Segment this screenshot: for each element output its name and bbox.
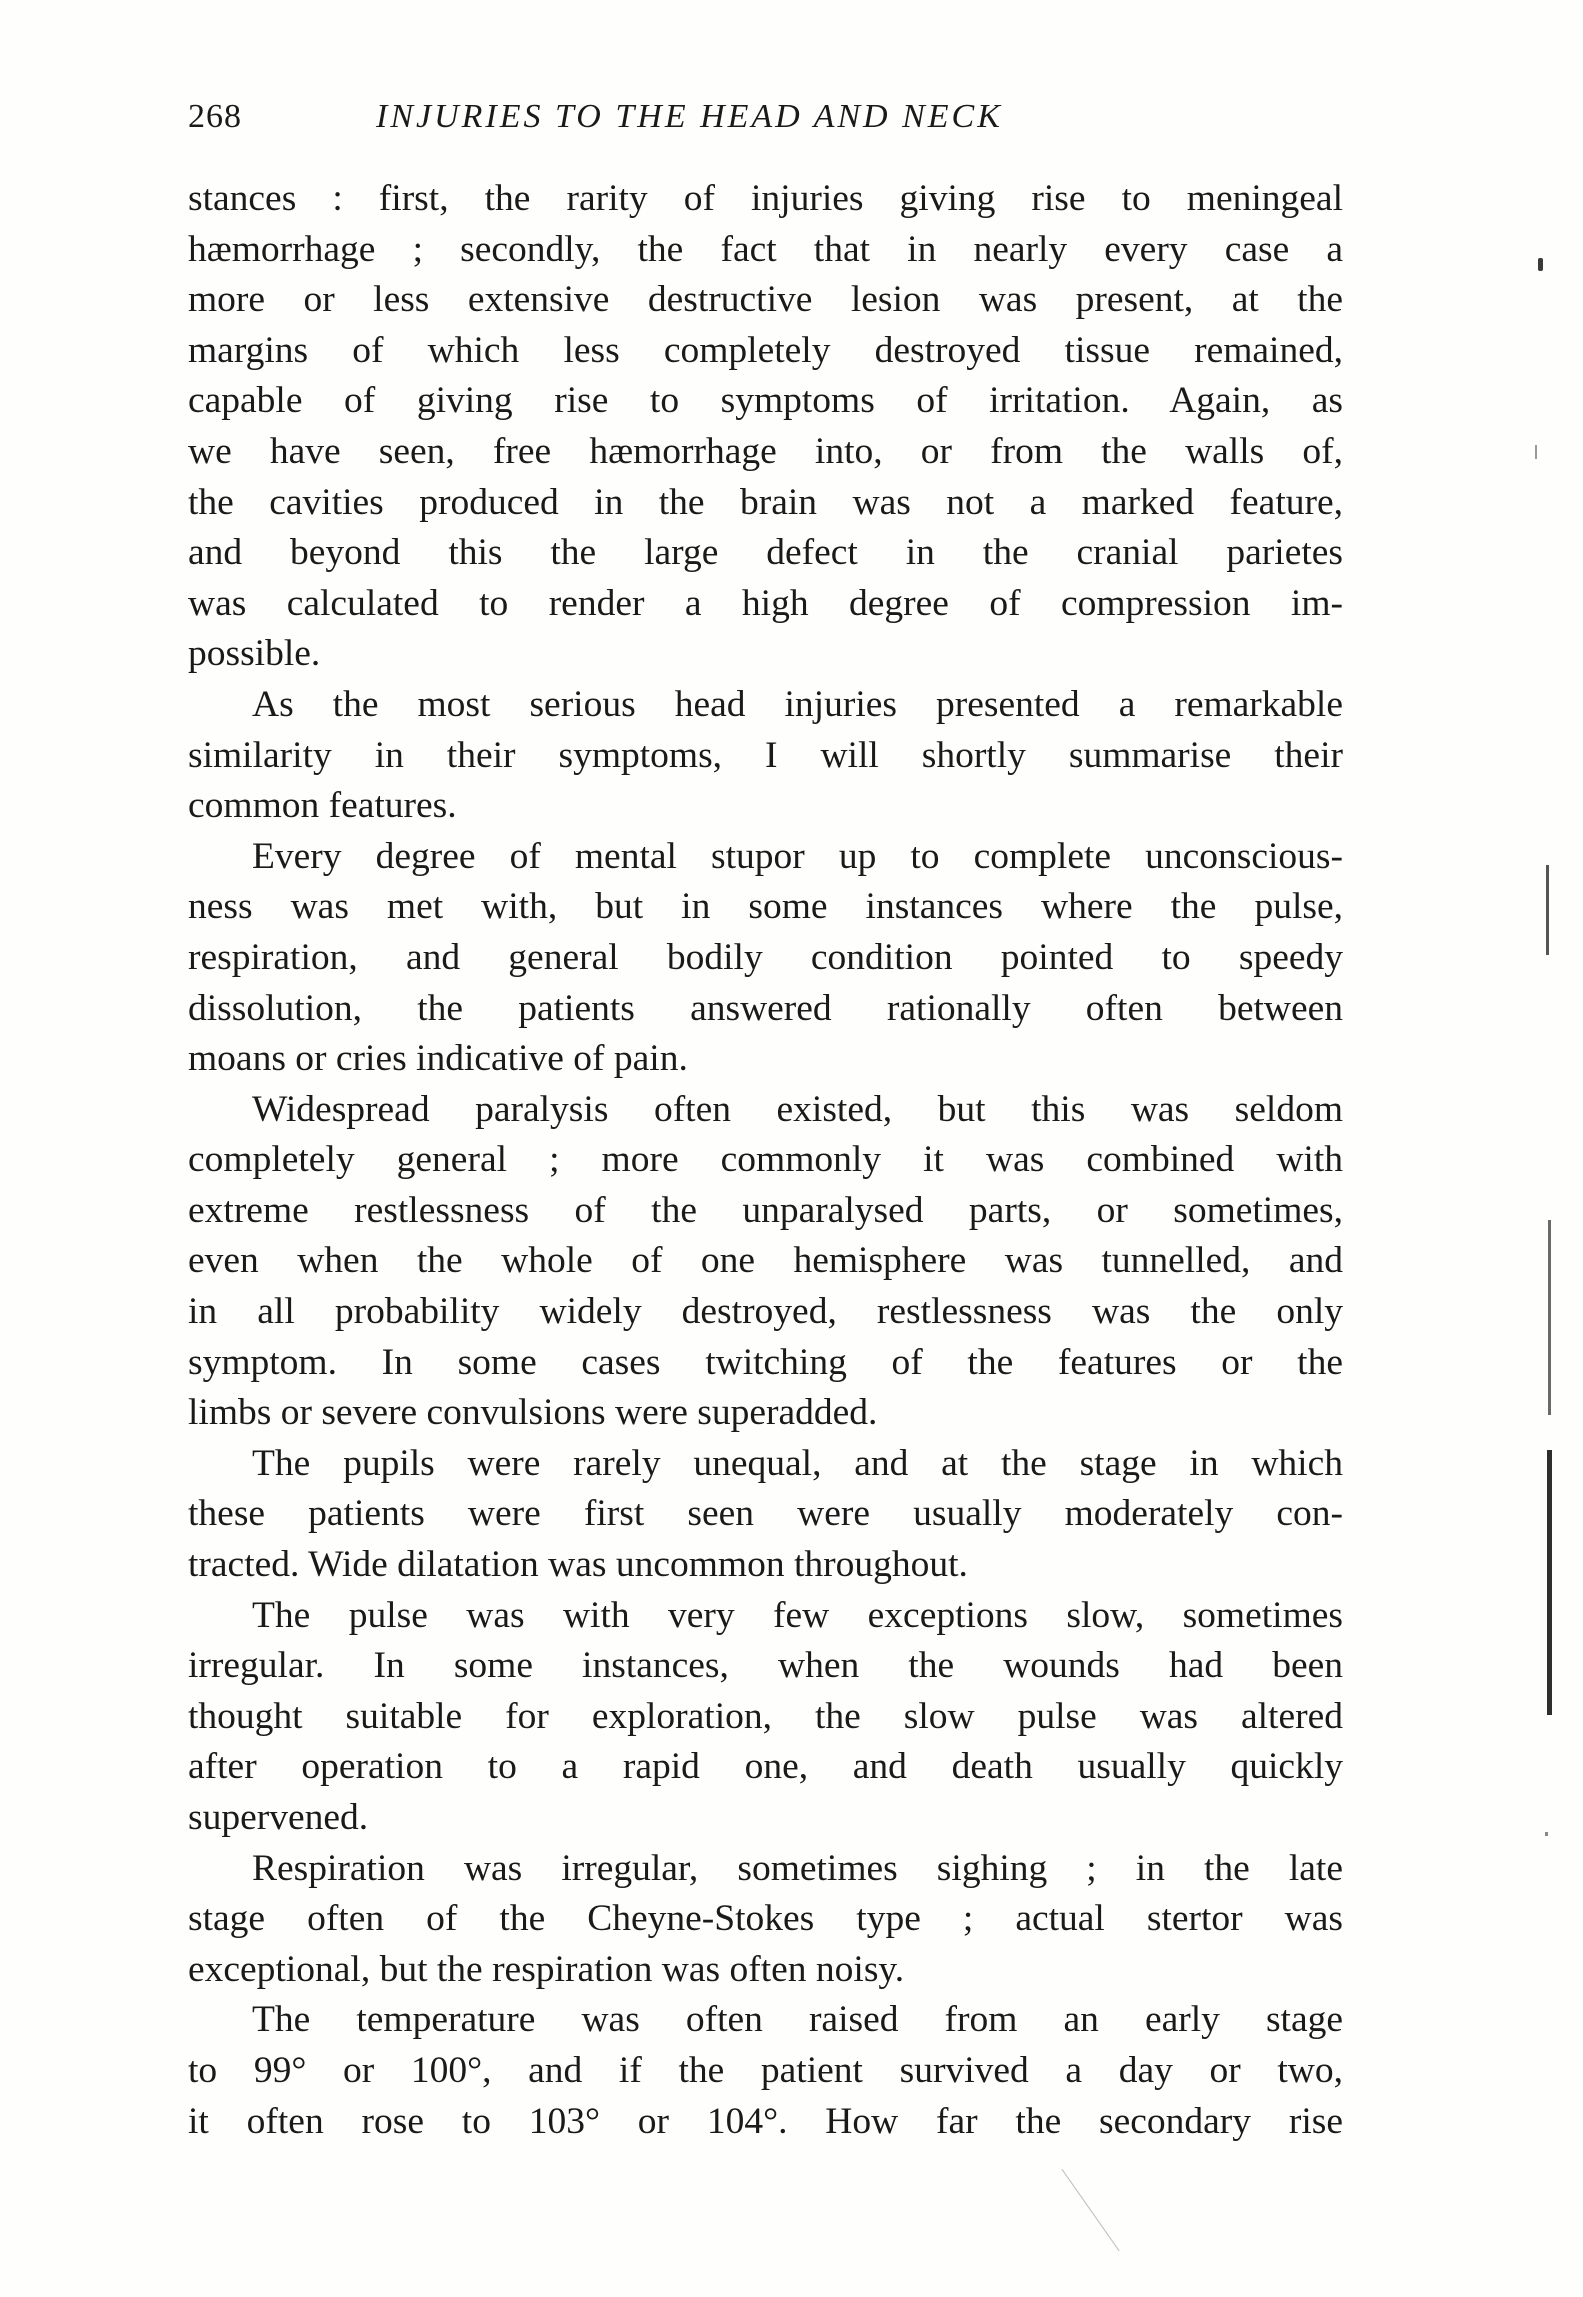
text-line: limbs or severe convulsions were superadded. [188, 1392, 878, 1434]
paragraph [188, 1995, 1343, 2147]
text-line: supervened. [188, 1797, 369, 1838]
text-line: even when the whole of one hemisphere was tunnelled, and [188, 1240, 1343, 1282]
text-line: it often rose to 103° or 104°. How far the secondary rise [188, 2100, 1343, 2142]
margin-ink-tick [1535, 445, 1537, 459]
text-line: exceptional, but the respiration was often noisy. [188, 1948, 905, 1990]
text-line: and beyond this the large defect in the cranial parietes [188, 532, 1343, 574]
text-line: these patients were first seen were usually moderately con- [188, 1493, 1343, 1535]
text-line: completely general ; more commonly it was combined with [188, 1139, 1343, 1181]
text-line: thought suitable for exploration, the slow pulse was altered [188, 1695, 1343, 1737]
margin-ink-dot [1538, 258, 1543, 271]
text-line: hæmorrhage ; secondly, the fact that in nearly every case a [188, 228, 1343, 270]
text-line: possible. [188, 633, 321, 675]
margin-scan-line [1546, 865, 1549, 955]
paragraph [188, 1085, 1343, 1439]
text-line: was calculated to render a high degree of compression im- [188, 582, 1343, 624]
text-line: similarity in their symptoms, I will shortly summarise their [188, 734, 1343, 776]
text-line: ness was met with, but in some instances where the pulse, [188, 886, 1343, 928]
text-line: the cavities produced in the brain was not a marked feature, [188, 481, 1343, 523]
text-line: Widespread paralysis often existed, but this was seldom [252, 1088, 1343, 1130]
text-line: more or less extensive destructive lesion was present, at the [188, 279, 1343, 321]
text-line: The temperature was often raised from an early stage [252, 1999, 1343, 2041]
paragraph [188, 174, 1343, 680]
text-line: we have seen, free hæmorrhage into, or from the walls of, [188, 430, 1343, 472]
paragraph [188, 1844, 1343, 1996]
text-line: margins of which less completely destroyed tissue remained, [188, 329, 1343, 371]
text-line: moans or cries indicative of pain. [188, 1038, 688, 1080]
text-line: Every degree of mental stupor up to complete unconscious- [252, 835, 1343, 877]
text-line: The pulse was with very few exceptions slow, sometimes [252, 1594, 1343, 1636]
text-line: in all probability widely destroyed, restlessness was the only [188, 1291, 1343, 1333]
text-line: respiration, and general bodily condition pointed to speedy [188, 936, 1343, 978]
running-title: INJURIES TO THE HEAD AND NECK [376, 98, 1003, 135]
body-text [188, 174, 1343, 2147]
text-line: to 99° or 100°, and if the patient survived a day or two, [188, 2049, 1343, 2091]
margin-scan-line [1548, 1220, 1551, 1415]
text-line: irregular. In some instances, when the wounds had been [188, 1645, 1343, 1687]
text-line: common features. [188, 785, 457, 827]
paragraph [188, 1591, 1343, 1844]
text-line: tracted. Wide dilatation was uncommon throughout. [188, 1544, 968, 1586]
text-line: Respiration was irregular, sometimes sighing ; in the late [252, 1847, 1343, 1889]
paragraph [188, 832, 1343, 1085]
page-number: 268 [188, 98, 242, 135]
text-line: As the most serious head injuries presented a remarkable [252, 683, 1343, 725]
margin-ink-speck [1545, 1832, 1548, 1836]
margin-scan-line [1547, 1450, 1552, 1715]
paragraph [188, 680, 1343, 832]
text-line: The pupils were rarely unequal, and at the stage in which [252, 1442, 1343, 1484]
running-head [188, 98, 1348, 146]
text-line: extreme restlessness of the unparalysed parts, or sometimes, [188, 1189, 1343, 1231]
text-line: capable of giving rise to symptoms of irritation. Again, as [188, 380, 1343, 422]
text-line: dissolution, the patients answered rationally often between [188, 987, 1343, 1029]
text-line: after operation to a rapid one, and death usually quickly [188, 1746, 1343, 1788]
paragraph [188, 1439, 1343, 1591]
text-line: symptom. In some cases twitching of the features or the [188, 1341, 1343, 1383]
paper-crease-line [1061, 2169, 1119, 2251]
text-line: stage often of the Cheyne-Stokes type ; actual stertor was [188, 1898, 1343, 1940]
text-line: stances : first, the rarity of injuries giving rise to meningeal [188, 178, 1343, 219]
